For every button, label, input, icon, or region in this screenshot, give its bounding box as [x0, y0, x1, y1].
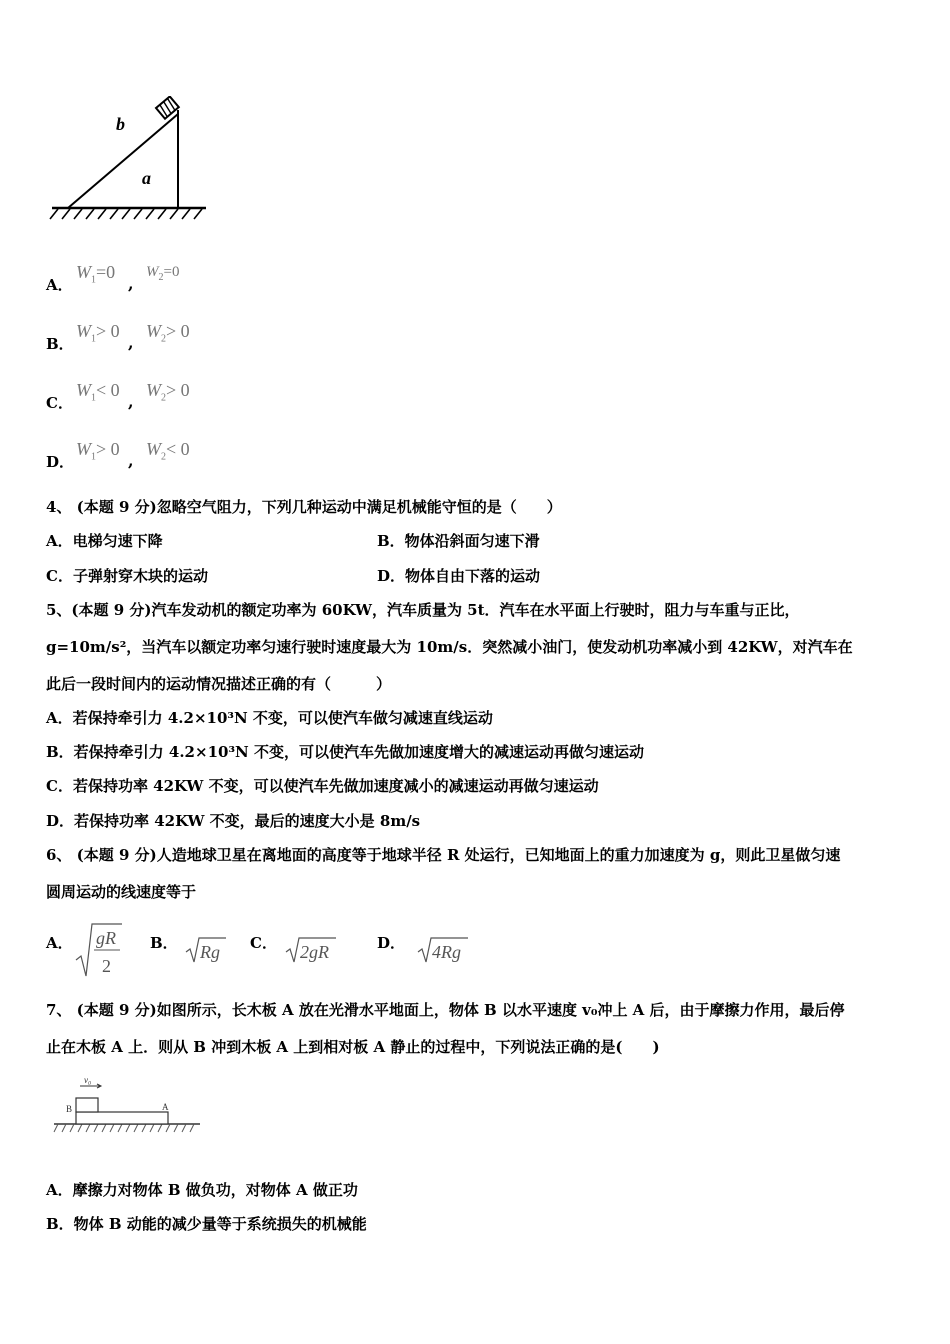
- svg-text:2: 2: [102, 956, 111, 976]
- q7-option-a: A．摩擦力对物体 B 做负功，对物体 A 做正功: [46, 1181, 358, 1199]
- label-v0: v₀: [84, 1075, 92, 1085]
- q3-option-d: D． $W_1> 0$ , $W_2< 0$: [46, 439, 190, 471]
- incline-figure: [44, 96, 214, 226]
- q6-option-c-letter: C．: [250, 934, 277, 952]
- q5-option-d: D．若保持功率 42KW 不变，最后的速度大小是 8m/s: [46, 812, 421, 830]
- svg-text:4Rg: 4Rg: [432, 942, 461, 962]
- q4-stem: 4、 (本题 9 分)忽略空气阻力，下列几种运动中满足机械能守恒的是（ ）: [46, 498, 562, 516]
- label-b: b: [116, 114, 125, 134]
- q5-stem-line2: g=10m/s²，当汽车以额定功率匀速行驶时速度最大为 10m/s．突然减小油门，使发动机功率减小到 42KW，对汽车在: [46, 638, 853, 656]
- q6-stem-line1: 6、 (本题 9 分)人造地球卫星在离地面的高度等于地球半径 R 处运行，已知地面上的重力加速度为 g，则此卫星做匀速: [46, 846, 841, 864]
- q6-option-d-letter: D．: [377, 934, 406, 952]
- q5-option-b: B．若保持牵引力 4.2×10³N 不变，可以使汽车先做加速度增大的减速运动再做匀速运动: [46, 743, 644, 761]
- sqrt-fraction-icon: [74, 920, 124, 978]
- label-a: a: [142, 168, 151, 188]
- q4-option-a: A．电梯匀速下降: [46, 532, 163, 550]
- sqrt-icon: [416, 934, 470, 964]
- option-letter: D．: [46, 453, 75, 471]
- q7-option-b: B．物体 B 动能的减少量等于系统损失的机械能: [46, 1215, 367, 1233]
- label-A: A: [162, 1102, 169, 1112]
- q6-option-a-letter: A．: [46, 934, 73, 952]
- option-letter: A．: [46, 276, 73, 294]
- sqrt-icon: [284, 934, 338, 964]
- q4-option-b: B．物体沿斜面匀速下滑: [377, 532, 540, 550]
- option-letter: C．: [46, 394, 73, 412]
- q3-option-c: C． $W_1< 0$ , $W_2> 0$: [46, 380, 190, 412]
- q5-option-a: A．若保持牵引力 4.2×10³N 不变，可以使汽车做匀减速直线运动: [46, 709, 493, 727]
- q7-stem-line1: 7、 (本题 9 分)如图所示，长木板 A 放在光滑水平地面上，物体 B 以水平速度 v₀冲上 A 后，由于摩擦力作用，最后停: [46, 1001, 845, 1019]
- svg-text:gR: gR: [96, 928, 116, 948]
- q4-option-d: D．物体自由下落的运动: [377, 567, 541, 585]
- q7-stem-line2: 止在木板 A 上．则从 B 冲到木板 A 上到相对板 A 静止的过程中，下列说法正确的是( ): [46, 1038, 660, 1056]
- q4-option-c: C．子弹射穿木块的运动: [46, 567, 208, 585]
- svg-text:2gR: 2gR: [300, 942, 329, 962]
- sqrt-icon: [184, 934, 228, 964]
- svg-text:Rg: Rg: [200, 942, 220, 962]
- q6-option-b-letter: B．: [150, 934, 178, 952]
- q6-options: [46, 920, 486, 980]
- q5-stem-line3: 此后一段时间内的运动情况描述正确的有（ ）: [46, 675, 392, 693]
- label-B: B: [66, 1104, 73, 1114]
- option-letter: B．: [46, 335, 74, 353]
- q6-stem-line2: 圆周运动的线速度等于: [46, 883, 197, 901]
- q3-option-a: A． $W_1=0$ , $W_2=0$: [46, 262, 180, 294]
- q5-stem-line1: 5、(本题 9 分)汽车发动机的额定功率为 60KW，汽车质量为 5t．汽车在水平面上行驶时，阻力与车重与正比，: [46, 601, 800, 619]
- board-figure: [52, 1072, 204, 1136]
- q5-option-c: C．若保持功率 42KW 不变，可以使汽车先做加速度减小的减速运动再做匀速运动: [46, 777, 599, 795]
- q3-option-b: B． $W_1> 0$ , $W_2> 0$: [46, 321, 190, 353]
